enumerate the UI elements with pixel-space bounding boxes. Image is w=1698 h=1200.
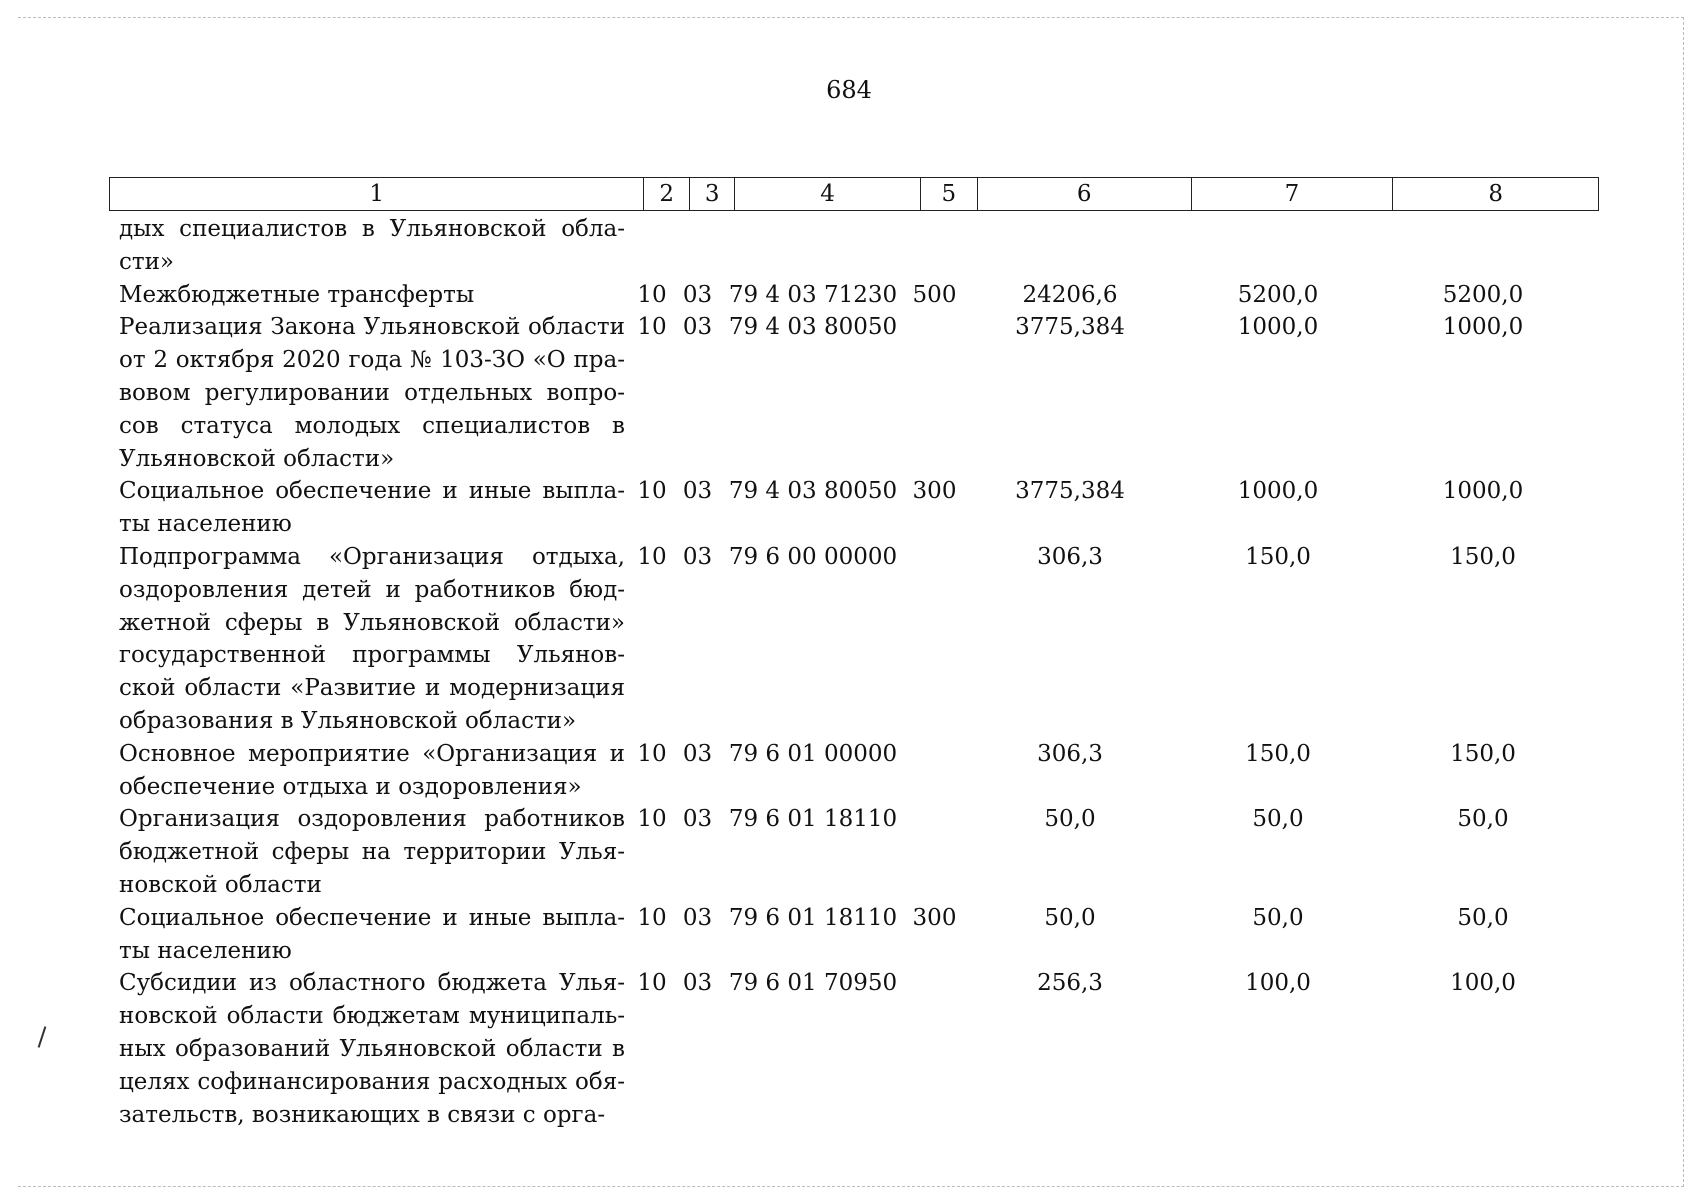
description-line: государственной программы Ульянов- (119, 642, 625, 669)
table-row (109, 967, 1599, 1131)
section-code: 10 (637, 806, 667, 833)
expense-type-code (906, 541, 963, 738)
amount-col-6 (963, 213, 1177, 279)
amount-col-7: 1000,0 (1237, 314, 1319, 341)
table-row (109, 213, 1599, 279)
amount-col-6: 256,3 (1037, 970, 1103, 997)
row-description (109, 803, 629, 901)
table-header-row (109, 177, 1599, 211)
row-description (109, 738, 629, 804)
amount-col-6: 24206,6 (1022, 281, 1118, 308)
description-line: обеспечение отдыха и оздоровления» (119, 773, 582, 800)
section-code: 10 (637, 740, 667, 767)
expense-type-code: 500 (912, 281, 957, 308)
amount-col-8: 150,0 (1450, 543, 1516, 570)
description-line: ты населению (119, 511, 292, 538)
target-article-code: 79 6 01 18110 (728, 806, 898, 833)
row-description (109, 213, 629, 279)
section-code: 10 (637, 543, 667, 570)
section-code: 10 (637, 314, 667, 341)
target-article-code: 79 6 00 00000 (728, 543, 898, 570)
subsection-code: 03 (682, 543, 713, 570)
expense-type-code (906, 311, 963, 475)
amount-col-7: 150,0 (1245, 543, 1311, 570)
expense-type-code: 300 (912, 478, 957, 505)
amount-col-8: 50,0 (1457, 806, 1509, 833)
amount-col-8: 1000,0 (1442, 478, 1524, 505)
section-code: 10 (637, 970, 667, 997)
table-row (109, 902, 1599, 968)
row-description (109, 967, 629, 1131)
amount-col-7: 150,0 (1245, 740, 1311, 767)
subsection-code: 03 (682, 478, 713, 505)
amount-col-6: 3775,384 (1015, 314, 1125, 341)
description-line: Подпрограмма «Организация отдыха, (119, 543, 625, 570)
subsection-code: 03 (682, 740, 713, 767)
header-col-8: 8 (1488, 181, 1503, 207)
header-col-4: 4 (735, 178, 921, 210)
description-line: Социальное обеспечение и иные выпла- (119, 904, 625, 931)
expense-type-code (906, 738, 963, 804)
amount-col-8: 50,0 (1457, 904, 1509, 931)
description-line: новской области бюджетам муниципаль- (119, 1003, 625, 1030)
amount-col-7: 50,0 (1252, 904, 1304, 931)
subsection-code (675, 213, 720, 279)
page-number: 684 (826, 76, 872, 104)
expense-type-code: 300 (912, 904, 957, 931)
description-line: вовом регулировании отдельных вопро- (119, 379, 625, 406)
subsection-code: 03 (682, 314, 713, 341)
budget-table-body (109, 213, 1599, 1131)
amount-col-7 (1177, 213, 1379, 279)
header-col-2: 2 (644, 178, 690, 210)
target-article-code: 79 4 03 80050 (728, 314, 898, 341)
target-article-code: 79 4 03 71230 (728, 281, 898, 308)
section-code: 10 (637, 281, 667, 308)
description-line: новской области (119, 871, 322, 898)
header-col-7: 7 (1192, 178, 1394, 210)
description-line: ской области «Развитие и модернизация (119, 675, 625, 702)
description-line: ных образований Ульяновской области в (119, 1035, 625, 1062)
section-code: 10 (637, 904, 667, 931)
description-line: сов статуса молодых специалистов в (119, 412, 625, 439)
row-description (109, 475, 629, 541)
table-row (109, 541, 1599, 738)
expense-type-code (906, 803, 963, 901)
table-row (109, 803, 1599, 901)
subsection-code: 03 (682, 970, 713, 997)
amount-col-6: 306,3 (1037, 543, 1103, 570)
amount-col-8: 5200,0 (1442, 281, 1524, 308)
amount-col-6: 50,0 (1044, 904, 1096, 931)
amount-col-8: 150,0 (1450, 740, 1516, 767)
description-line: Реализация Закона Ульяновской области (119, 314, 625, 341)
description-line: Организация оздоровления работников (119, 806, 625, 833)
amount-col-7: 100,0 (1245, 970, 1311, 997)
header-col-5: 5 (921, 178, 978, 210)
description-line: от 2 октября 2020 года № 103-ЗО «О пра- (119, 347, 625, 374)
amount-col-6: 50,0 (1044, 806, 1096, 833)
description-line: ты населению (119, 937, 292, 964)
amount-col-8: 100,0 (1450, 970, 1516, 997)
row-description (109, 311, 629, 475)
table-row (109, 738, 1599, 804)
description-line: жетной сферы в Ульяновской области» (119, 609, 625, 636)
target-article-code: 79 4 03 80050 (728, 478, 898, 505)
amount-col-8 (1379, 213, 1587, 279)
description-line: дых специалистов в Ульяновской обла- (119, 216, 625, 242)
description-line: Ульяновской области» (119, 445, 395, 472)
expense-type-code (906, 213, 963, 279)
target-article-code: 79 6 01 70950 (728, 970, 898, 997)
subsection-code: 03 (682, 904, 713, 931)
amount-col-7: 50,0 (1252, 806, 1304, 833)
description-line: Социальное обеспечение и иные выпла- (119, 478, 625, 505)
target-article-code: 79 6 01 00000 (728, 740, 898, 767)
table-row (109, 311, 1599, 475)
description-line: Межбюджетные трансферты (119, 281, 475, 308)
description-line: бюджетной сферы на территории Улья- (119, 839, 625, 866)
table-row (109, 279, 1599, 312)
expense-type-code (906, 967, 963, 1131)
amount-col-6: 3775,384 (1015, 478, 1125, 505)
amount-col-6: 306,3 (1037, 740, 1103, 767)
target-article-code (720, 213, 906, 279)
subsection-code: 03 (682, 281, 713, 308)
amount-col-7: 5200,0 (1237, 281, 1319, 308)
amount-col-7: 1000,0 (1237, 478, 1319, 505)
section-code (629, 213, 675, 279)
description-line: зательств, возникающих в связи с орга- (119, 1101, 606, 1128)
row-description (109, 279, 629, 312)
description-line: Субсидии из областного бюджета Улья- (119, 970, 625, 997)
table-row (109, 475, 1599, 541)
description-line: сти» (119, 248, 175, 275)
header-col-6: 6 (978, 178, 1192, 210)
row-description (109, 902, 629, 968)
header-col-3: 3 (690, 178, 735, 210)
header-col-1: 1 (110, 178, 644, 210)
description-line: Основное мероприятие «Организация и (119, 740, 625, 767)
description-line: оздоровления детей и работников бюд- (119, 576, 625, 603)
section-code: 10 (637, 478, 667, 505)
row-description (109, 541, 629, 738)
description-line: целях софинансирования расходных обя- (119, 1068, 625, 1095)
subsection-code: 03 (682, 806, 713, 833)
target-article-code: 79 6 01 18110 (728, 904, 898, 931)
amount-col-8: 1000,0 (1442, 314, 1524, 341)
description-line: образования в Ульяновской области» (119, 707, 577, 734)
